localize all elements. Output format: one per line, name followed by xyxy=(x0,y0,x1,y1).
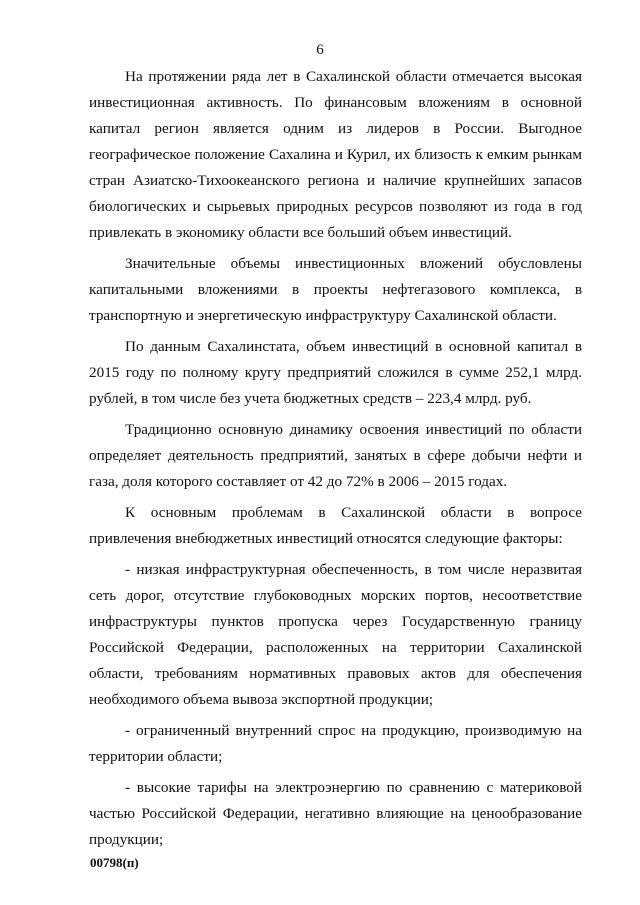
paragraph-investment-volumes: Значительные объемы инвестиционных вложений обусловлены капитальными вложениями в проекты нефтегазового комплекса, в транспортную и энергетическую инфраструктуру Сахалинской области. xyxy=(89,255,582,324)
page-number: 6 xyxy=(316,42,324,58)
list-item-electricity-tariffs: - высокие тарифы на электроэнергию по сравнению с материковой частью Российской Федерации, негативно влияющие на ценообразование продукции; xyxy=(89,779,582,848)
paragraph-problems-intro: К основным проблемам в Сахалинской области в вопросе привлечения внебюджетных инвестиций относятся следующие факторы: xyxy=(89,504,582,547)
list-item-limited-demand: - ограниченный внутренний спрос на продукцию, производимую на территории области; xyxy=(89,722,582,765)
list-item-infrastructure: - низкая инфраструктурная обеспеченность, в том числе неразвитая сеть дорог, отсутствие глубоководных морских портов, несоответствие инфраструктуры пунктов пропуска через Государственную границу Российской Федерации, расположенных на территории Сахалинской области, требованиям нормативных правовых актов для обеспечения необходимого объема вывоза экспортной продукции; xyxy=(89,561,582,708)
document-code: 00798(п) xyxy=(90,855,139,870)
paragraph-investment-activity: На протяжении ряда лет в Сахалинской области отмечается высокая инвестиционная активность. По финансовым вложениям в основной капитал регион является одним из лидеров в России. Выгодное географическое положение Сахалина и Курил, их близость к емким рынкам стран Азиатско-Тихоокеанского региона и наличие крупнейших запасов биологических и сырьевых природных ресурсов позволяют из года в год привлекать в экономику области все больший объем инвестиций. xyxy=(89,68,582,241)
paragraph-oil-gas-share: Традиционно основную динамику освоения инвестиций по области определяет деятельность предприятий, занятых в сфере добычи нефти и газа, доля которого составляет от 42 до 72% в 2006 – 2015 годах. xyxy=(89,421,582,490)
paragraph-sakhalinstat-data: По данным Сахалинстата, объем инвестиций в основной капитал в 2015 году по полному кругу предприятий сложился в сумме 252,1 млрд. рублей, в том числе без учета бюджетных средств – 223,4 млрд. руб. xyxy=(89,338,582,407)
body-text xyxy=(89,64,582,858)
